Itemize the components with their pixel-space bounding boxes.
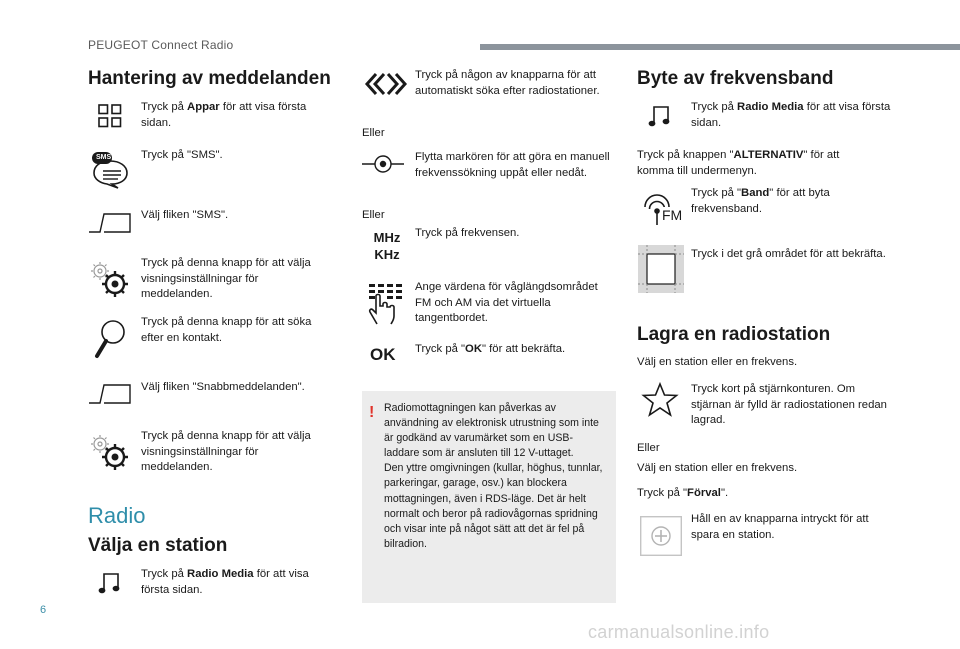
text-hold-button: Håll en av knapparna intryckt för att spara en station. [691, 513, 869, 541]
header-bar [480, 44, 960, 50]
text-tab-quick: Välj fliken "Snabbmeddelanden". [141, 381, 305, 393]
add-preset-icon [640, 516, 682, 556]
mhz-label: MHz [373, 230, 401, 245]
page-number: 6 [40, 604, 47, 616]
music-note-icon [98, 571, 122, 595]
star-icon [641, 382, 679, 418]
section-title-radio: Radio [88, 503, 146, 528]
settings-gears-icon [88, 432, 130, 472]
text-alternativ: Tryck på knappen "ALTERNATIV" för att komma till undermenyn. [637, 149, 840, 177]
text-grey-area: Tryck i det grå området för att bekräfta. [691, 248, 886, 260]
text-forval: Tryck på "Förval". [637, 487, 729, 499]
text-manual-search: Flytta markören för att göra en manuell frekvenssökning uppåt eller nedåt. [415, 151, 610, 179]
text-auto-search: Tryck på någon av knapparna för att automatiskt söka efter radiostationer. [415, 69, 600, 97]
watermark: carmanualsonline.info [588, 622, 770, 642]
header-title: PEUGEOT Connect Radio [88, 38, 234, 52]
text-band-radio-media: Tryck på Radio Media för att visa första sidan. [691, 101, 891, 129]
heading-store-station: Lagra en radiostation [637, 324, 831, 345]
text-tab-sms: Välj fliken "SMS". [141, 209, 229, 221]
text-eller-1: Eller [362, 127, 385, 139]
text-band: Tryck på "Band" för att byta frekvensband. [691, 187, 830, 215]
text-star: Tryck kort på stjärnkonturen. Om stjärnan är fylld är radiostationen redan lagrad. [691, 383, 887, 426]
khz-label: KHz [374, 247, 400, 262]
warning-text: Radiomottagningen kan påverkas av användning av elektronisk utrustning som inte är godkänd av varumärket som en USB-laddare som är ansluten till 12 V-uttaget. Den yttre omgivningen (kullar, höghus, tunnlar, parkeringar, garage, osv.) kan blockera mottagningen, även i RDS-läge. Det är helt normalt och beror på radiovågornas spridning och visar inte på något sätt att det är fel på bilradion. [384, 402, 603, 550]
text-select-station-2: Välj en station eller en frekvens. [637, 462, 798, 474]
text-select-station-1: Välj en station eller en frekvens. [637, 356, 798, 368]
sms-bubble-icon [90, 151, 130, 189]
text-settings-1: Tryck på denna knapp för att välja visningsinställningar för meddelanden. [141, 257, 311, 300]
text-settings-2: Tryck på denna knapp för att välja visningsinställningar för meddelanden. [141, 430, 311, 473]
text-sms: Tryck på "SMS". [141, 149, 223, 161]
mhz-khz-icon [370, 229, 404, 263]
grid-apps-icon [98, 104, 122, 128]
fm-label: FM [662, 207, 683, 223]
settings-gears-icon [88, 259, 130, 299]
text-ok: Tryck på "OK" för att bekräfta. [415, 343, 566, 355]
sms-label: SMS [96, 154, 112, 161]
text-eller-2: Eller [362, 209, 385, 221]
text-search: Tryck på denna knapp för att söka efter en kontakt. [141, 316, 312, 344]
ok-icon: OK [370, 345, 396, 364]
heading-change-band: Byte av frekvensband [637, 68, 834, 89]
text-frequency: Tryck på frekvensen. [415, 227, 520, 239]
search-icon [93, 318, 127, 360]
text-apps: Tryck på Appar för att visa första sidan. [141, 101, 307, 129]
heading-select-station: Välja en station [88, 535, 228, 556]
double-chevron-icon [364, 72, 408, 96]
tuning-cursor-icon [360, 153, 406, 175]
heading-messages: Hantering av meddelanden [88, 68, 331, 89]
text-keypad: Ange värdena för våglängdsområdet FM och AM via det virtuella tangentbordet. [415, 281, 598, 324]
tab-icon [88, 212, 132, 234]
tab-icon [88, 383, 132, 405]
text-eller-3: Eller [637, 442, 660, 454]
music-note-icon [648, 104, 672, 128]
warning-icon: ! [369, 404, 375, 421]
keypad-touch-icon [366, 282, 404, 326]
fm-band-icon [641, 193, 681, 227]
grey-area-icon [638, 245, 684, 293]
text-radio-media: Tryck på Radio Media för att visa första sidan. [141, 568, 309, 596]
